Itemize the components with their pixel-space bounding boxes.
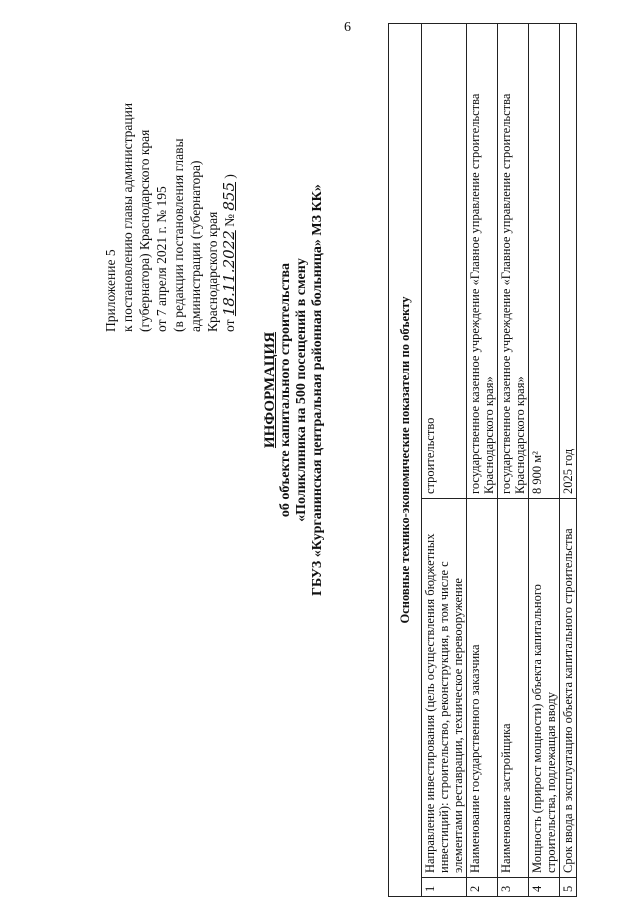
table-row <box>498 24 529 897</box>
table-header-row <box>389 24 422 897</box>
row-value: государственное казенное учреждение «Главное управление строительства Краснодарского края» <box>467 24 498 499</box>
handwritten-number: 855 <box>220 181 238 211</box>
table-row <box>529 24 560 897</box>
row-value: строительство <box>422 24 467 499</box>
appendix-line: Краснодарского края <box>205 211 220 332</box>
row-value: 8 900 м² <box>529 24 560 499</box>
row-number: 1 <box>422 878 467 897</box>
title-line-1: об объекте капитального строительства <box>278 262 293 518</box>
row-name: Срок ввода в эксплуатацию объекта капитального строительства <box>560 499 577 878</box>
number-prefix: № <box>222 213 237 227</box>
table-header: Основные технико-экономические показатели по объекту <box>389 24 422 897</box>
row-number: 3 <box>498 878 529 897</box>
row-name: Мощность (прирост мощности) объекта капитального строительства, подлежащая вводу <box>529 499 560 878</box>
title-line-3: ГБУЗ «Курганинская центральная районная больница» МЗ КК» <box>310 184 325 596</box>
row-number: 2 <box>467 878 498 897</box>
table-row <box>560 24 577 897</box>
row-value: государственное казенное учреждение «Главное управление строительства Краснодарского края» <box>498 24 529 499</box>
appendix-date-line <box>221 32 238 332</box>
row-name: Направление инвестирования (цель осуществления бюджетных инвестиций): строительство, реконструкция, в том числе с элементами реставрации, техническое перевооружение <box>422 499 467 878</box>
table-row <box>467 24 498 897</box>
handwritten-date: 18.11.2022 <box>220 230 238 317</box>
closing-paren: ) <box>222 174 237 179</box>
appendix-line: к постановлению главы администрации <box>120 102 135 332</box>
title-line-2: «Поликлиника на 500 посещений в смену <box>294 258 309 522</box>
appendix-line: от 7 апреля 2021 г. № 195 <box>154 186 169 332</box>
info-table <box>388 23 577 897</box>
row-number: 5 <box>560 878 577 897</box>
row-value: 2025 год <box>560 24 577 499</box>
appendix-line: (в редакции постановления главы <box>171 138 186 332</box>
title-main: ИНФОРМАЦИЯ <box>262 331 278 449</box>
appendix-line: Приложение 5 <box>103 249 118 332</box>
row-name: Наименование застройщика <box>498 499 529 878</box>
row-name: Наименование государственного заказчика <box>467 499 498 878</box>
appendix-line: администрации (губернатора) <box>188 160 203 332</box>
appendix-block <box>102 32 238 332</box>
landscape-content <box>20 20 620 900</box>
date-prefix: от <box>222 319 237 332</box>
document-title <box>262 130 326 650</box>
row-number: 4 <box>529 878 560 897</box>
appendix-line: (губернатора) Краснодарского края <box>137 129 152 332</box>
page-number: 6 <box>344 20 351 35</box>
table-row <box>422 24 467 897</box>
